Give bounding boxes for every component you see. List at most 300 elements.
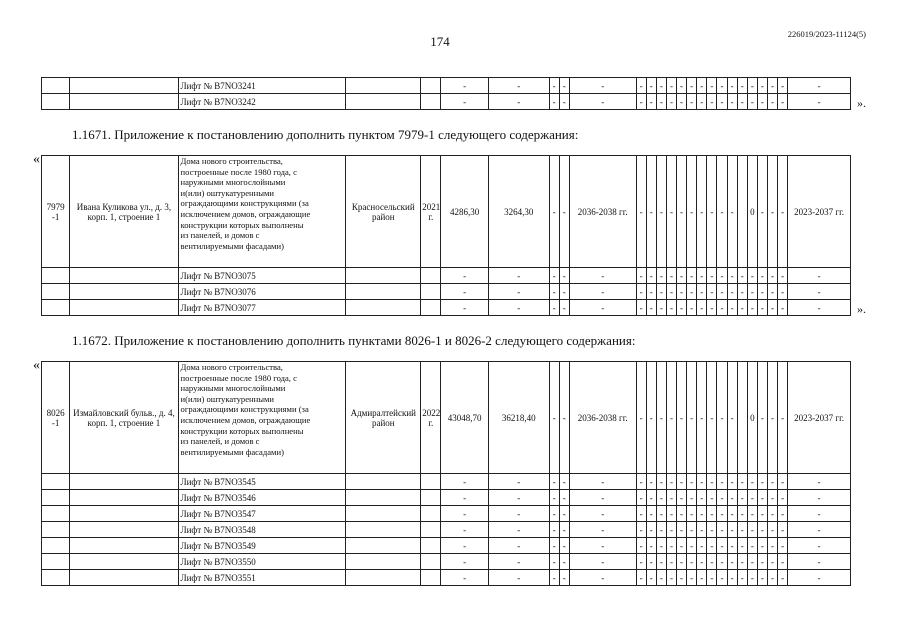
- empty-cell: [70, 474, 178, 490]
- dash-cell: -: [549, 156, 559, 268]
- dash-cell: -: [677, 156, 687, 268]
- table-row: [42, 554, 851, 570]
- dash-cell: -: [636, 78, 646, 94]
- dash-cell: -: [767, 78, 777, 94]
- empty-cell: [421, 522, 441, 538]
- section-heading-1671: 1.1671. Приложение к постановлению дополнить пунктом 7979-1 следующего содержания:: [72, 127, 579, 142]
- dash-cell: -: [717, 554, 727, 570]
- dash-cell: -: [727, 474, 737, 490]
- dash-cell: -: [646, 490, 656, 506]
- empty-cell: [346, 78, 421, 94]
- dash-cell: -: [747, 570, 757, 586]
- dash-cell: -: [788, 490, 851, 506]
- empty-cell: [42, 78, 70, 94]
- zero-cell: 0: [747, 362, 757, 474]
- dash-cell: -: [687, 522, 697, 538]
- dash-cell: -: [656, 156, 666, 268]
- dash-cell: -: [441, 474, 489, 490]
- dash-cell: -: [788, 554, 851, 570]
- dash-cell: -: [697, 78, 707, 94]
- empty-cell: [421, 474, 441, 490]
- empty-cell: [70, 570, 178, 586]
- table-row: [42, 300, 851, 316]
- dash-cell: -: [666, 522, 676, 538]
- empty-cell: [421, 506, 441, 522]
- dash-cell: -: [788, 300, 851, 316]
- dash-cell: -: [646, 94, 656, 110]
- dash-cell: -: [778, 78, 788, 94]
- dash-cell: -: [559, 362, 569, 474]
- area-total-cell: 4286,30: [441, 156, 489, 268]
- description-cell: Дома нового строительства, построенные после 1980 года, с наружными многослойными и(или) оштукатуренными ограждающими конструкциями (за исключением домов, ограждающие конструкции которых выполнены из панелей, и домов с вентилируемыми фасадами): [178, 362, 346, 474]
- dash-cell: -: [778, 570, 788, 586]
- dash-cell: -: [441, 522, 489, 538]
- dash-cell: -: [707, 474, 717, 490]
- lift-label: Лифт № B7NO3546: [178, 490, 346, 506]
- dash-cell: -: [767, 506, 777, 522]
- dash-cell: -: [687, 268, 697, 284]
- dash-cell: -: [778, 554, 788, 570]
- dash-cell: -: [737, 300, 747, 316]
- dash-cell: -: [707, 538, 717, 554]
- period-plan-cell: 2023-2037 гг.: [788, 362, 851, 474]
- dash-cell: -: [767, 284, 777, 300]
- area-living-cell: 36218,40: [488, 362, 549, 474]
- dash-cell: -: [767, 94, 777, 110]
- dash-cell: -: [717, 474, 727, 490]
- dash-cell: -: [717, 156, 727, 268]
- closing-quote: ».: [857, 302, 866, 316]
- dash-cell: -: [549, 522, 559, 538]
- document-number: 226019/2023-11124(5): [787, 29, 866, 39]
- dash-cell: -: [697, 506, 707, 522]
- dash-cell: -: [666, 156, 676, 268]
- dash-cell: -: [717, 522, 727, 538]
- dash-cell: -: [666, 284, 676, 300]
- dash-cell: -: [757, 284, 767, 300]
- empty-cell: [70, 284, 178, 300]
- dash-cell: -: [656, 538, 666, 554]
- dash-cell: -: [549, 268, 559, 284]
- empty-cell: [70, 300, 178, 316]
- dash-cell: -: [569, 506, 636, 522]
- dash-cell: -: [441, 78, 489, 94]
- area-total-cell: 43048,70: [441, 362, 489, 474]
- table-row: [42, 284, 851, 300]
- dash-cell: -: [677, 474, 687, 490]
- dash-cell: -: [788, 94, 851, 110]
- dash-cell: -: [717, 94, 727, 110]
- dash-cell: -: [636, 538, 646, 554]
- dash-cell: -: [697, 570, 707, 586]
- dash-cell: -: [788, 522, 851, 538]
- dash-cell: -: [656, 490, 666, 506]
- dash-cell: -: [727, 362, 737, 474]
- dash-cell: -: [441, 268, 489, 284]
- dash-cell: -: [707, 94, 717, 110]
- dash-cell: -: [727, 506, 737, 522]
- dash-cell: -: [569, 284, 636, 300]
- dash-cell: -: [737, 522, 747, 538]
- dash-cell: -: [707, 268, 717, 284]
- dash-cell: -: [697, 554, 707, 570]
- dash-cell: -: [441, 554, 489, 570]
- dash-cell: -: [747, 94, 757, 110]
- dash-cell: -: [747, 522, 757, 538]
- dash-cell: -: [747, 268, 757, 284]
- dash-cell: -: [788, 284, 851, 300]
- dash-cell: -: [687, 300, 697, 316]
- dash-cell: -: [656, 300, 666, 316]
- dash-cell: -: [767, 554, 777, 570]
- dash-cell: -: [778, 362, 788, 474]
- empty-cell: [70, 78, 178, 94]
- empty-cell: [346, 538, 421, 554]
- dash-cell: -: [697, 474, 707, 490]
- dash-cell: -: [727, 522, 737, 538]
- empty-cell: [70, 268, 178, 284]
- dash-cell: -: [757, 570, 767, 586]
- dash-cell: -: [569, 522, 636, 538]
- empty-cell: [421, 570, 441, 586]
- dash-cell: -: [559, 490, 569, 506]
- dash-cell: -: [549, 94, 559, 110]
- dash-cell: -: [636, 156, 646, 268]
- dash-cell: -: [636, 362, 646, 474]
- dash-cell: -: [559, 300, 569, 316]
- dash-cell: -: [757, 474, 767, 490]
- dash-cell: -: [569, 554, 636, 570]
- period-plan-cell: 2023-2037 гг.: [788, 156, 851, 268]
- dash-cell: -: [767, 268, 777, 284]
- dash-cell: -: [646, 506, 656, 522]
- empty-cell: [421, 94, 441, 110]
- empty-cell: [346, 284, 421, 300]
- dash-cell: -: [488, 538, 549, 554]
- dash-cell: -: [788, 268, 851, 284]
- dash-cell: -: [559, 522, 569, 538]
- table-row-main: [42, 156, 851, 268]
- lift-label: Лифт № B7NO3241: [178, 78, 346, 94]
- dash-cell: -: [666, 94, 676, 110]
- dash-cell: -: [717, 490, 727, 506]
- dash-cell: -: [569, 538, 636, 554]
- dash-cell: -: [707, 490, 717, 506]
- dash-cell: -: [559, 570, 569, 586]
- dash-cell: -: [549, 474, 559, 490]
- dash-cell: -: [646, 300, 656, 316]
- dash-cell: -: [636, 522, 646, 538]
- dash-cell: -: [549, 300, 559, 316]
- dash-cell: -: [559, 268, 569, 284]
- table-row: [42, 474, 851, 490]
- dash-cell: -: [636, 554, 646, 570]
- empty-cell: [42, 300, 70, 316]
- dash-cell: -: [757, 78, 767, 94]
- dash-cell: -: [677, 490, 687, 506]
- dash-cell: -: [677, 538, 687, 554]
- dash-cell: -: [757, 538, 767, 554]
- year-cell: 2022 г.: [421, 362, 441, 474]
- dash-cell: -: [757, 268, 767, 284]
- empty-cell: [42, 554, 70, 570]
- dash-cell: -: [656, 474, 666, 490]
- empty-cell: [346, 474, 421, 490]
- dash-cell: -: [697, 156, 707, 268]
- lift-label: Лифт № B7NO3547: [178, 506, 346, 522]
- dash-cell: -: [717, 362, 727, 474]
- dash-cell: -: [717, 300, 727, 316]
- dash-cell: -: [656, 554, 666, 570]
- dash-cell: -: [488, 506, 549, 522]
- dash-cell: -: [549, 506, 559, 522]
- dash-cell: -: [717, 570, 727, 586]
- dash-cell: -: [677, 522, 687, 538]
- dash-cell: -: [737, 490, 747, 506]
- dash-cell: -: [687, 474, 697, 490]
- dash-cell: -: [687, 78, 697, 94]
- dash-cell: -: [707, 506, 717, 522]
- dash-cell: -: [747, 506, 757, 522]
- dash-cell: -: [666, 538, 676, 554]
- dash-cell: -: [727, 284, 737, 300]
- dash-cell: -: [727, 156, 737, 268]
- dash-cell: -: [697, 284, 707, 300]
- dash-cell: -: [727, 78, 737, 94]
- empty-cell: [421, 554, 441, 570]
- table-continuation: [41, 77, 851, 110]
- dash-cell: -: [687, 554, 697, 570]
- empty-cell: [42, 570, 70, 586]
- dash-cell: -: [636, 94, 646, 110]
- dash-cell: -: [441, 94, 489, 110]
- table-row: [42, 506, 851, 522]
- dash-cell: -: [636, 300, 646, 316]
- dash-cell: -: [656, 570, 666, 586]
- dash-cell: -: [697, 94, 707, 110]
- dash-cell: -: [441, 300, 489, 316]
- page-number: 174: [430, 34, 450, 49]
- empty-cell: [421, 268, 441, 284]
- dash-cell: -: [788, 506, 851, 522]
- dash-cell: -: [687, 156, 697, 268]
- empty-cell: [421, 284, 441, 300]
- dash-cell: -: [488, 78, 549, 94]
- dash-cell: -: [656, 284, 666, 300]
- lift-label: Лифт № B7NO3548: [178, 522, 346, 538]
- dash-cell: -: [488, 490, 549, 506]
- period-work-cell: 2036-2038 гг.: [569, 362, 636, 474]
- dash-cell: -: [717, 506, 727, 522]
- dash-cell: -: [737, 284, 747, 300]
- dash-cell: -: [757, 506, 767, 522]
- dash-cell: -: [687, 570, 697, 586]
- area-living-cell: 3264,30: [488, 156, 549, 268]
- dash-cell: -: [717, 78, 727, 94]
- dash-cell: -: [677, 268, 687, 284]
- section-heading-1672: 1.1672. Приложение к постановлению дополнить пунктами 8026-1 и 8026-2 следующего содержания:: [72, 333, 636, 348]
- dash-cell: -: [697, 538, 707, 554]
- lift-label: Лифт № B7NO3551: [178, 570, 346, 586]
- dash-cell: -: [707, 570, 717, 586]
- dash-cell: -: [656, 506, 666, 522]
- dash-cell: -: [666, 78, 676, 94]
- dash-cell: -: [559, 78, 569, 94]
- lift-label: Лифт № B7NO3076: [178, 284, 346, 300]
- dash-cell: -: [646, 522, 656, 538]
- dash-cell: -: [778, 506, 788, 522]
- dash-cell: -: [646, 538, 656, 554]
- dash-cell: -: [767, 490, 777, 506]
- dash-cell: -: [488, 570, 549, 586]
- dash-cell: -: [559, 284, 569, 300]
- dash-cell: -: [717, 284, 727, 300]
- dash-cell: -: [569, 94, 636, 110]
- dash-cell: -: [727, 570, 737, 586]
- dash-cell: -: [737, 506, 747, 522]
- dash-cell: -: [488, 94, 549, 110]
- dash-cell: -: [677, 506, 687, 522]
- empty-cell: [70, 490, 178, 506]
- dash-cell: -: [636, 506, 646, 522]
- empty-cell: [70, 522, 178, 538]
- empty-cell: [42, 94, 70, 110]
- lift-label: Лифт № B7NO3550: [178, 554, 346, 570]
- empty-cell: [70, 538, 178, 554]
- dash-cell: -: [666, 490, 676, 506]
- dash-cell: -: [441, 538, 489, 554]
- dash-cell: -: [757, 554, 767, 570]
- dash-cell: -: [646, 78, 656, 94]
- empty-cell: [737, 156, 747, 268]
- opening-quote: «: [33, 358, 40, 373]
- dash-cell: -: [549, 490, 559, 506]
- dash-cell: -: [687, 506, 697, 522]
- dash-cell: -: [441, 570, 489, 586]
- dash-cell: -: [767, 570, 777, 586]
- dash-cell: -: [549, 362, 559, 474]
- dash-cell: -: [646, 156, 656, 268]
- dash-cell: -: [636, 474, 646, 490]
- dash-cell: -: [737, 268, 747, 284]
- dash-cell: -: [707, 156, 717, 268]
- dash-cell: -: [697, 522, 707, 538]
- dash-cell: -: [559, 156, 569, 268]
- dash-cell: -: [788, 474, 851, 490]
- district-cell: Адмиралтейский район: [346, 362, 421, 474]
- district-cell: Красносельский район: [346, 156, 421, 268]
- dash-cell: -: [757, 362, 767, 474]
- zero-cell: 0: [747, 156, 757, 268]
- table-row: [42, 94, 851, 110]
- dash-cell: -: [707, 78, 717, 94]
- dash-cell: -: [778, 490, 788, 506]
- table-row: [42, 490, 851, 506]
- empty-cell: [42, 522, 70, 538]
- empty-cell: [737, 362, 747, 474]
- dash-cell: -: [767, 156, 777, 268]
- dash-cell: -: [646, 554, 656, 570]
- dash-cell: -: [441, 490, 489, 506]
- year-cell: 2021 г.: [421, 156, 441, 268]
- dash-cell: -: [687, 94, 697, 110]
- dash-cell: -: [737, 554, 747, 570]
- period-work-cell: 2036-2038 гг.: [569, 156, 636, 268]
- lift-label: Лифт № B7NO3077: [178, 300, 346, 316]
- dash-cell: -: [778, 522, 788, 538]
- empty-cell: [70, 94, 178, 110]
- dash-cell: -: [559, 538, 569, 554]
- dash-cell: -: [559, 94, 569, 110]
- dash-cell: -: [778, 94, 788, 110]
- dash-cell: -: [717, 268, 727, 284]
- empty-cell: [346, 490, 421, 506]
- table-row-main: [42, 362, 851, 474]
- empty-cell: [42, 268, 70, 284]
- table-row: [42, 570, 851, 586]
- dash-cell: -: [656, 522, 666, 538]
- dash-cell: -: [707, 284, 717, 300]
- dash-cell: -: [636, 570, 646, 586]
- dash-cell: -: [707, 300, 717, 316]
- dash-cell: -: [441, 506, 489, 522]
- dash-cell: -: [666, 362, 676, 474]
- dash-cell: -: [697, 362, 707, 474]
- table-row: [42, 268, 851, 284]
- dash-cell: -: [666, 474, 676, 490]
- dash-cell: -: [747, 78, 757, 94]
- dash-cell: -: [677, 362, 687, 474]
- dash-cell: -: [569, 474, 636, 490]
- dash-cell: -: [697, 490, 707, 506]
- dash-cell: -: [549, 554, 559, 570]
- dash-cell: -: [757, 300, 767, 316]
- dash-cell: -: [488, 300, 549, 316]
- dash-cell: -: [677, 78, 687, 94]
- dash-cell: -: [727, 554, 737, 570]
- dash-cell: -: [747, 538, 757, 554]
- dash-cell: -: [636, 490, 646, 506]
- dash-cell: -: [747, 554, 757, 570]
- empty-cell: [421, 78, 441, 94]
- dash-cell: -: [636, 284, 646, 300]
- dash-cell: -: [737, 570, 747, 586]
- dash-cell: -: [747, 300, 757, 316]
- empty-cell: [346, 94, 421, 110]
- dash-cell: -: [569, 268, 636, 284]
- table-section-1671: [41, 155, 851, 316]
- item-number: 8026 -1: [42, 362, 70, 474]
- dash-cell: -: [646, 362, 656, 474]
- dash-cell: -: [727, 538, 737, 554]
- dash-cell: -: [569, 300, 636, 316]
- dash-cell: -: [549, 570, 559, 586]
- empty-cell: [421, 538, 441, 554]
- empty-cell: [42, 506, 70, 522]
- dash-cell: -: [778, 538, 788, 554]
- dash-cell: -: [778, 474, 788, 490]
- dash-cell: -: [687, 490, 697, 506]
- dash-cell: -: [757, 94, 767, 110]
- empty-cell: [421, 300, 441, 316]
- dash-cell: -: [666, 554, 676, 570]
- dash-cell: -: [559, 506, 569, 522]
- dash-cell: -: [737, 78, 747, 94]
- dash-cell: -: [677, 300, 687, 316]
- dash-cell: -: [767, 538, 777, 554]
- dash-cell: -: [778, 300, 788, 316]
- dash-cell: -: [549, 538, 559, 554]
